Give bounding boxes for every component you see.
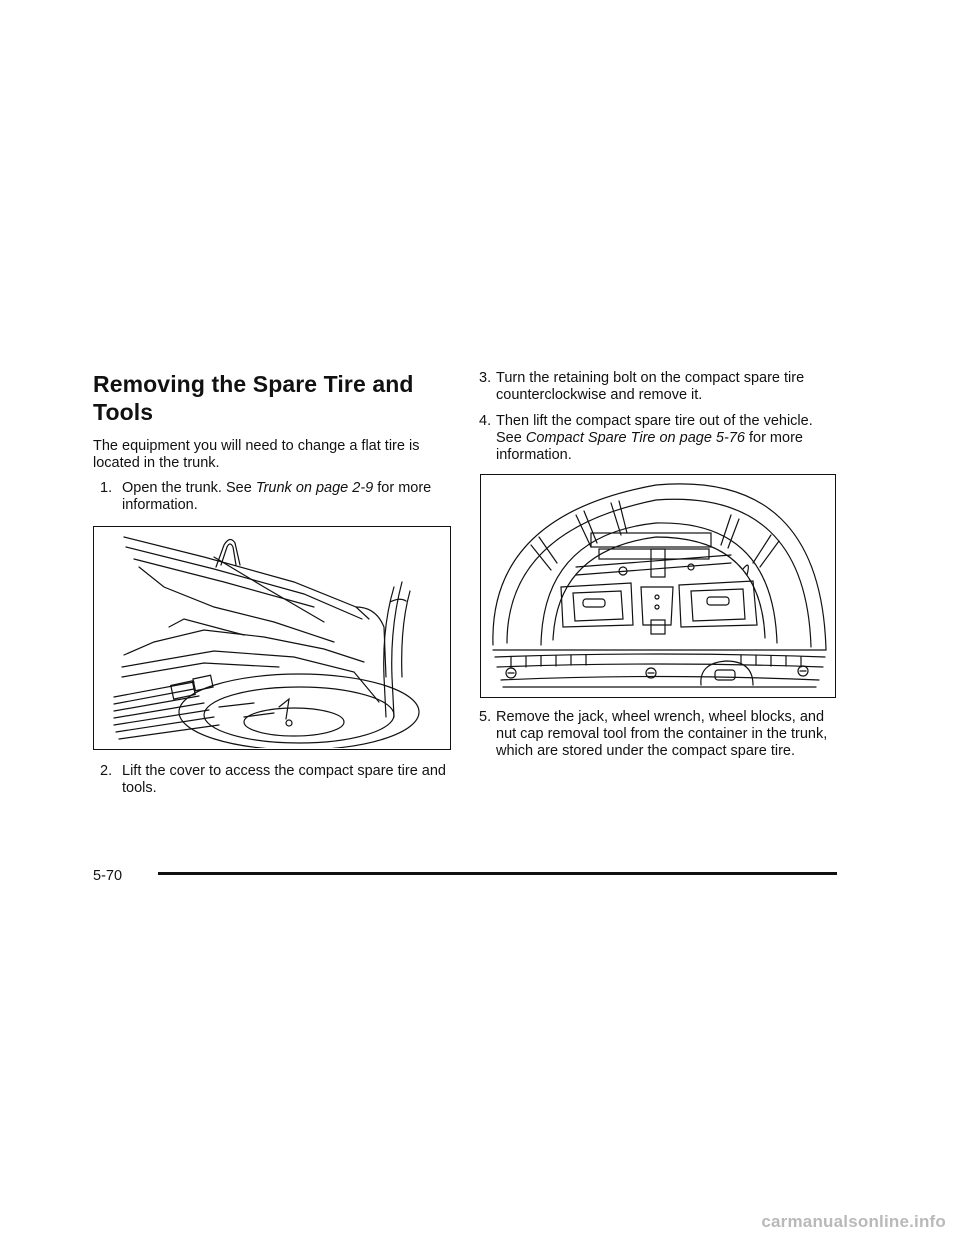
step-number: 3. — [479, 370, 492, 386]
step-number: 2. — [100, 763, 113, 779]
footer-rule — [158, 872, 837, 875]
step-number: 4. — [479, 413, 492, 429]
step-1 — [93, 480, 451, 514]
step-text: Remove the jack, wheel wrench, wheel blocks, and nut cap removal tool from the container in the trunk, which are stored under the compact spare tire. — [496, 709, 828, 759]
step-4 — [480, 413, 838, 464]
compact-spare-xref-link[interactable]: Compact Spare Tire on page 5-76 — [525, 430, 745, 446]
section-title: Removing the Spare Tire and Tools — [93, 371, 414, 425]
trunk-cover-illustration — [93, 526, 451, 750]
step-text: Lift the cover to access the compact spare tire and tools. — [122, 763, 446, 796]
right-column — [480, 370, 838, 769]
left-column — [93, 370, 451, 806]
step-3 — [480, 370, 838, 404]
step-text: Open the trunk. See — [122, 480, 256, 496]
step-5 — [480, 709, 838, 760]
step-text: for more information. — [122, 480, 432, 513]
step-2 — [93, 763, 451, 797]
step-number: 5. — [479, 709, 492, 725]
trunk-xref-link[interactable]: Trunk on page 2-9 — [255, 480, 374, 496]
step-number: 1. — [100, 480, 113, 496]
intro-paragraph: The equipment you will need to change a flat tire is located in the trunk. — [93, 438, 420, 471]
step-text: Then lift the compact spare tire out of the vehicle. See — [496, 413, 813, 446]
tool-container-illustration — [480, 474, 836, 698]
step-text: for more information. — [496, 430, 803, 463]
page-number: 5-70 — [93, 868, 123, 884]
watermark: carmanualsonline.info — [761, 1212, 946, 1231]
step-text: Turn the retaining bolt on the compact spare tire counterclockwise and remove it. — [496, 370, 805, 403]
